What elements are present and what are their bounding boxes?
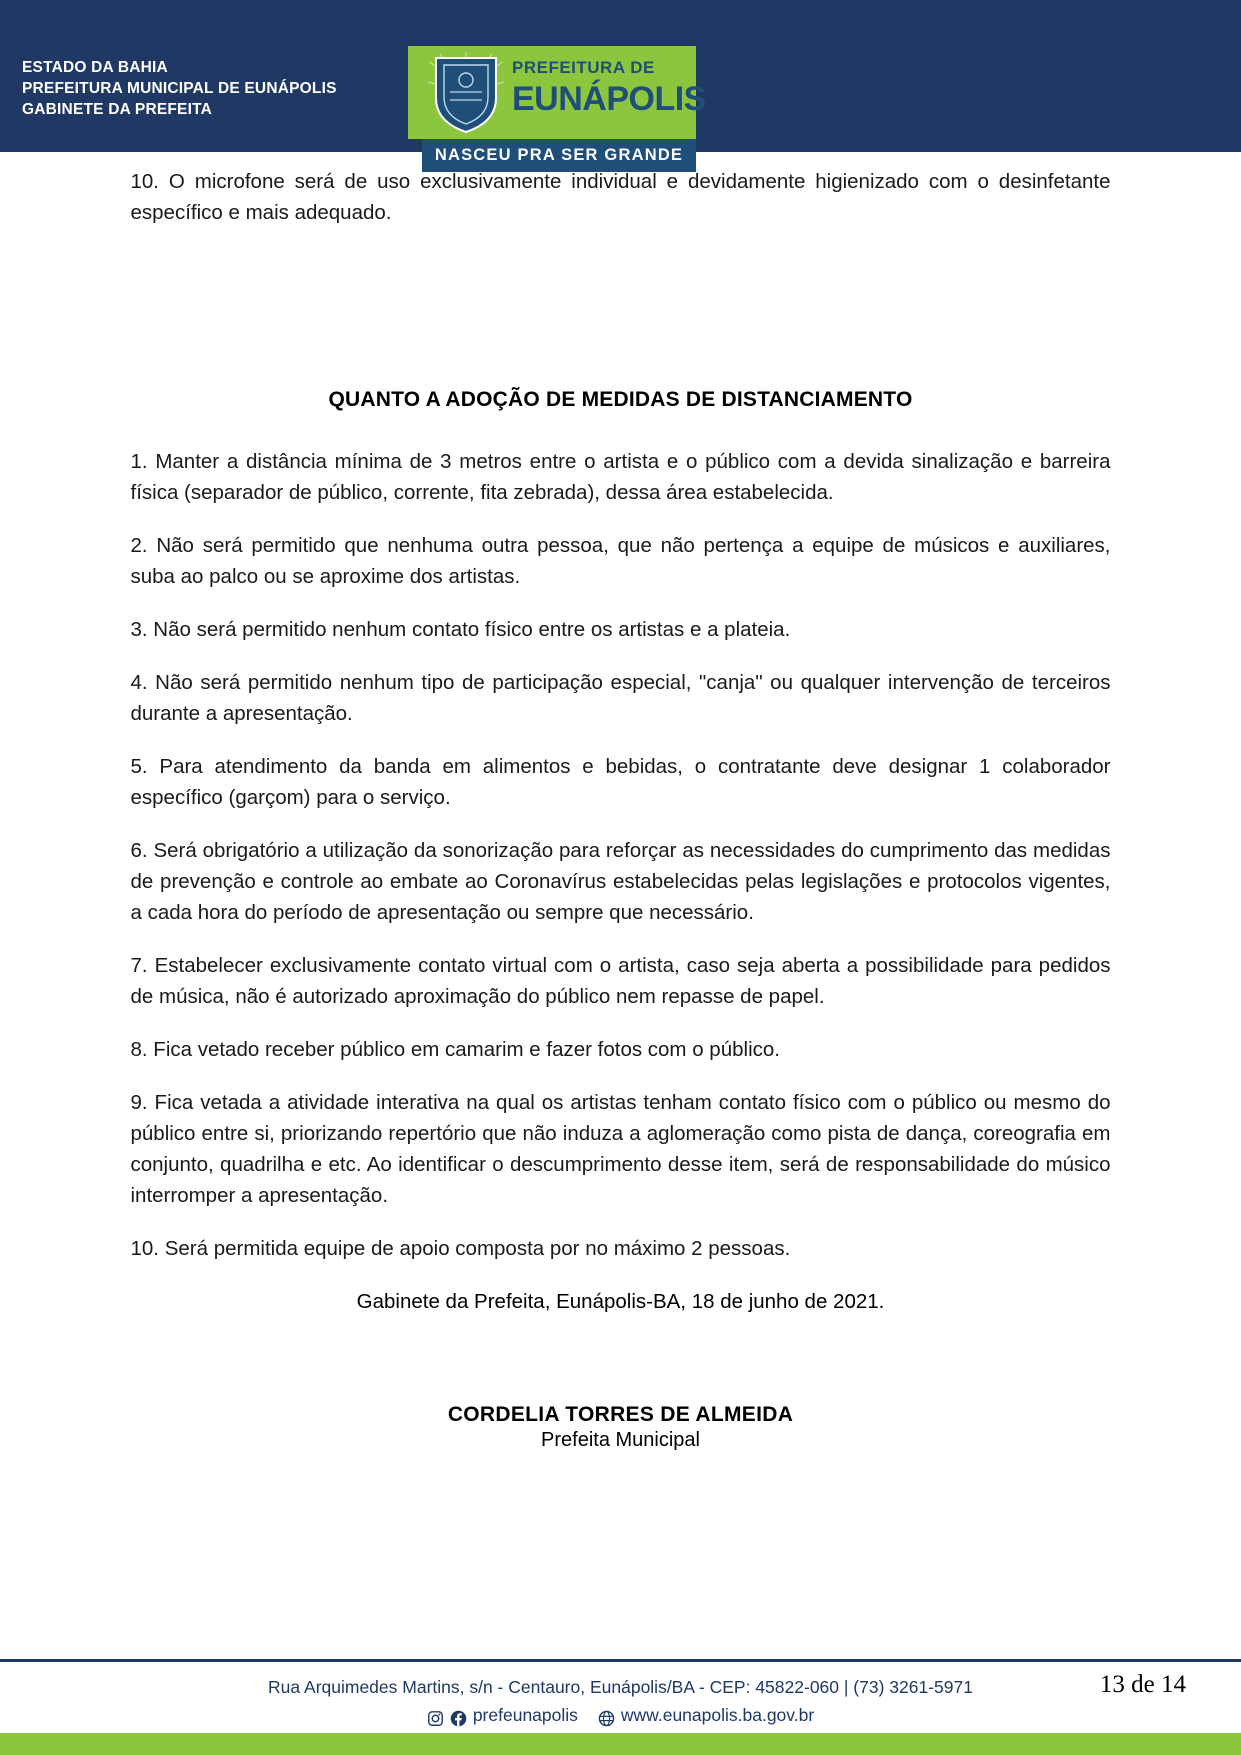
footer-social-handle: prefeunapolis <box>472 1705 578 1725</box>
list-item: 8. Fica vetado receber público em camarim e fazer fotos com o público. <box>130 1038 780 1061</box>
list-item: 1. Manter a distância mínima de 3 metros entre o artista e o público com a devida sinalização e barreira física (separador de público, corrente, fita zebrada), dessa área estabelecida. <box>130 450 1111 504</box>
logo-line-1: PREFEITURA DE <box>512 58 655 77</box>
list-item: 3. Não será permitido nenhum contato físico entre os artistas e a plateia. <box>130 618 791 641</box>
footer-social-row <box>0 1701 1241 1729</box>
document-footer <box>0 1659 1241 1755</box>
list-item: 9. Fica vetada a atividade interativa na qual os artistas tenham contato físico com o público ou mesmo do público entre si, priorizando repertório que não induza a aglomeração como pista de dança, coreografia em conjunto, quadrilha e etc. Ao identificar o descumprimento desse item, será de responsabilidade do músico interromper a apresentação. <box>130 1091 1111 1207</box>
facebook-icon <box>450 1707 467 1724</box>
list-item: 2. Não será permitido que nenhuma outra pessoa, que não pertença a equipe de músicos e auxiliares, suba ao palco ou se aproxime dos artistas. <box>130 534 1111 588</box>
page-number: 13 de 14 <box>1099 1671 1186 1698</box>
list-item: 6. Será obrigatório a utilização da sonorização para reforçar as necessidades do cumprimento das medidas de prevenção e controle ao embate ao Coronavírus estabelecidas pelas legislações e protocolos vigentes, a cada hora do período de apresentação ou sempre que necessário. <box>130 839 1111 924</box>
paragraph-top-item: 10. O microfone será de uso exclusivamente individual e devidamente higienizado com o desinfetante específico e mais adequado. <box>130 170 1111 224</box>
footer-contact <box>0 1673 1241 1729</box>
logo-slogan: NASCEU PRA SER GRANDE <box>434 146 684 164</box>
list-item: 5. Para atendimento da banda em alimentos e bebidas, o contratante deve designar 1 colaborador específico (garçom) para o serviço. <box>130 755 1111 809</box>
logo-green-panel <box>408 46 706 139</box>
document-header <box>0 0 1241 164</box>
org-line-state: ESTADO DA BAHIA <box>22 59 168 76</box>
coat-of-arms-icon <box>426 52 506 134</box>
footer-address: Rua Arquimedes Martins, s/n - Centauro, Eunápolis/BA - CEP: 45822-060 | (73) 3261-5971 <box>268 1677 973 1697</box>
closing-line: Gabinete da Prefeita, Eunápolis-BA, 18 de junho de 2021. <box>356 1290 885 1313</box>
document-body <box>0 152 1241 1452</box>
logo-line-2: EUNÁPOLIS <box>512 80 706 118</box>
footer-divider <box>0 1659 1241 1662</box>
document-page <box>131 152 1111 1452</box>
org-line-office: GABINETE DA PREFEITA <box>22 101 213 118</box>
signature-block <box>131 1403 1111 1452</box>
instagram-icon <box>427 1707 444 1724</box>
organization-block <box>22 57 337 120</box>
list-item: 10. Será permitida equipe de apoio composta por no máximo 2 pessoas. <box>130 1237 791 1260</box>
section-title: QUANTO A ADOÇÃO DE MEDIDAS DE DISTANCIAMENTO <box>328 388 913 411</box>
logo-wordmark <box>512 58 706 118</box>
footer-accent-bar <box>0 1733 1241 1755</box>
signature-name: CORDELIA TORRES DE ALMEIDA <box>447 1403 794 1426</box>
signature-role: Prefeita Municipal <box>541 1429 700 1451</box>
list-item: 4. Não será permitido nenhum tipo de participação especial, "canja" ou qualquer intervenção de terceiros durante a apresentação. <box>130 671 1111 725</box>
footer-website: www.eunapolis.ba.gov.br <box>620 1705 815 1725</box>
content-spacer <box>131 228 1111 388</box>
org-line-city: PREFEITURA MUNICIPAL DE EUNÁPOLIS <box>22 80 337 97</box>
globe-icon <box>598 1707 615 1724</box>
list-item: 7. Estabelecer exclusivamente contato virtual com o artista, caso seja aberta a possibilidade para pedidos de música, não é autorizado aproximação do público nem repasse de papel. <box>130 954 1111 1008</box>
